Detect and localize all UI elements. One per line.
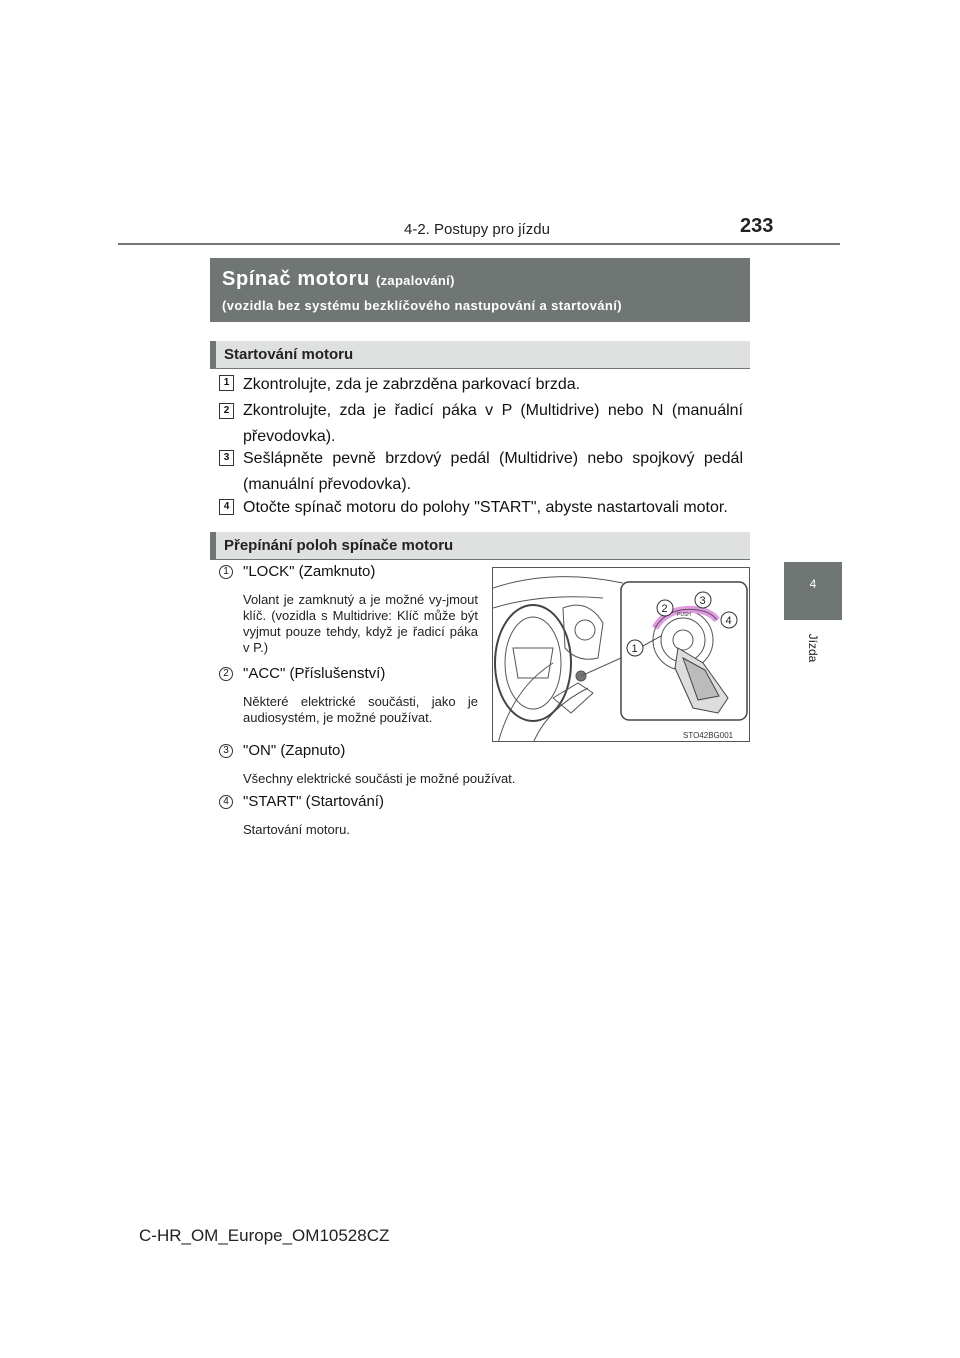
position-title-acc: "ACC" (Příslušenství) (243, 665, 386, 682)
page-number: 233 (740, 215, 774, 237)
position-number-2: 2 (219, 667, 233, 681)
chapter-label-text: Jízda (806, 633, 820, 663)
position-desc-acc: Některé elektrické součásti, jako je audiosystém, je možné používat. (243, 694, 478, 725)
step-text-1: Zkontrolujte, zda je zabrzděna parkovací brzda. (243, 376, 581, 393)
position-desc-lock: Volant je zamknutý a je možné vy-jmout klíč. (vozidla s Multidrive: Klíč může být vyjmut pouze tehdy, když je řadicí páka v P.) (243, 592, 478, 655)
position-title-on: "ON" (Zapnuto) (243, 742, 346, 759)
chapter-tab[interactable]: 4 (784, 562, 842, 620)
position-title-start: "START" (Startování) (243, 793, 384, 810)
position-desc-start: Startování motoru. (243, 822, 350, 837)
figure-code: STO42BG001 (683, 731, 734, 740)
section-heading-starting (210, 341, 750, 369)
step-text-4: Otočte spínač motoru do polohy "START", abyste nastartovali motor. (243, 499, 728, 516)
step-number-2: 2 (219, 403, 234, 419)
step-number-3: 3 (219, 450, 234, 466)
step-text-3: Sešlápněte pevně brzdový pedál (Multidrive) nebo spojkový pedál (manuální převodovka). (243, 450, 743, 493)
callout-3: 3 (699, 595, 706, 607)
engine-switch-illustration (492, 567, 750, 742)
callout-1: 1 (631, 643, 638, 655)
step-text-2: Zkontrolujte, zda je řadicí páka v P (Multidrive) nebo N (manuální převodovka). (243, 402, 743, 445)
section-breadcrumb: 4-2. Postupy pro jízdu (404, 221, 550, 238)
position-number-4: 4 (219, 795, 233, 809)
section-heading-positions (210, 532, 750, 560)
page-subtitle: (vozidla bez systému bezklíčového nastupování a startování) (222, 298, 622, 313)
step-number-4: 4 (219, 499, 234, 515)
section-heading-text: Přepínání poloh spínače motoru (224, 537, 454, 554)
callout-2: 2 (661, 603, 668, 615)
engine-switch-drawing (493, 568, 750, 742)
title-main-text: Spínač motoru (222, 268, 370, 290)
section-heading-text: Startování motoru (224, 346, 354, 363)
title-suffix: (zapalování) (375, 273, 455, 288)
position-title-lock: "LOCK" (Zamknuto) (243, 563, 376, 580)
callout-4: 4 (725, 615, 732, 627)
key-push-label: PUSH (677, 612, 691, 618)
position-number-1: 1 (219, 565, 233, 579)
position-desc-on: Všechny elektrické součásti je možné používat. (243, 771, 516, 786)
title-box (210, 258, 750, 322)
page-title (222, 268, 455, 291)
header-rule (118, 243, 840, 245)
document-id: C-HR_OM_Europe_OM10528CZ (139, 1226, 390, 1245)
step-number-1: 1 (219, 375, 234, 391)
chapter-label (784, 620, 842, 680)
position-number-3: 3 (219, 744, 233, 758)
